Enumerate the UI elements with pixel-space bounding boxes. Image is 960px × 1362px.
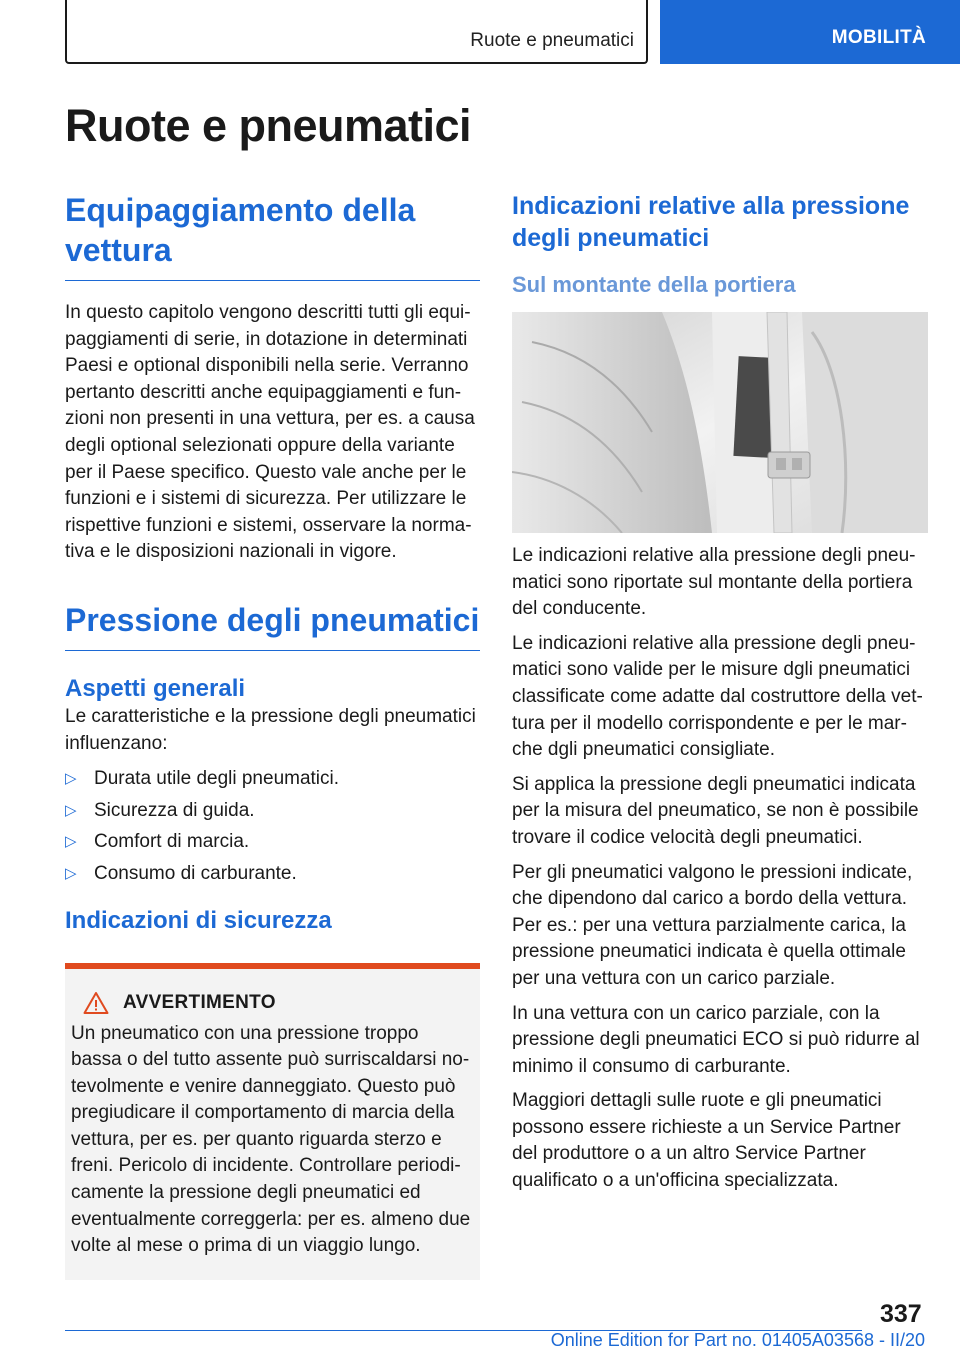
paragraph-right-4: Per gli pneumatici valgono le pressioni indicate, che dipendono dal carico a bordo della vettura. Per es.: per una vettura parzialmente carica, la pressione pneumatici indicata è quella ottimale per una vettura con un carico parziale. <box>512 861 913 989</box>
triangle-bullet-icon: ▷ <box>65 801 77 819</box>
subheading-aspetti-generali: Aspetti generali <box>65 674 246 702</box>
warning-title: AVVERTIMENTO <box>123 991 276 1013</box>
page-title: Ruote e pneumatici <box>65 100 472 151</box>
triangle-bullet-icon: ▷ <box>65 864 77 882</box>
paragraph-right-2: Le indicazioni relative alla pressione degli pneumatici sono valide per le misure dgli pneumatici classificate come adatte dal costruttore della vettura per il modello corrispondente e per le marche dgli pneumatici consigliate. <box>512 632 923 761</box>
warning-text: Un pneumatico con una pressione troppo bassa o del tutto assente può surriscaldarsi notevolmente e venire danneggiato. Questo può pregiudicare il comportamento di marcia della vettura, per es. per quanto riguarda sterzo e freni. Pericolo di incidente. Controllare periodicamente la pressione degli pneumatici ed eventualmente correggerla: per es. almeno due volte al mese o prima di un viaggio lungo. <box>71 1022 471 1257</box>
list-item: ▷ Consumo di carburante. <box>65 861 480 888</box>
page-number: 337 <box>880 1300 922 1328</box>
section-heading-indicazioni-pressione: Indicazioni relative alla pressione degli pneumatici <box>512 192 910 252</box>
paragraph-intro: Le caratteristiche e la pressione degli pneumatici influenzano: <box>65 705 476 754</box>
header-section-title: Ruote e pneumatici <box>470 30 634 51</box>
paragraph-right-1: Le indicazioni relative alla pressione degli pneumatici sono riportate sul montante della portiera del conducente. <box>512 545 916 620</box>
footer-edition-text: Online Edition for Part no. 01405A03568 - II/20 <box>550 1330 925 1350</box>
paragraph-right-3: Si applica la pressione degli pneumatici indicata per la misura del pneumatico, se non è possibile trovare il codice velocità degli pneumatici. <box>512 773 919 848</box>
bullet-list <box>65 766 480 887</box>
triangle-bullet-icon: ▷ <box>65 770 77 788</box>
left-column <box>65 190 480 1280</box>
door-pillar-photo <box>512 312 928 533</box>
paragraph-right-5: In una vettura con un carico parziale, con la pressione degli pneumatici ECO si può ridurre al minimo il consumo di carburante. <box>512 1002 920 1077</box>
section-heading-pressione: Pressione degli pneumatici <box>65 600 480 651</box>
paragraph-right-6: Maggiori dettagli sulle ruote e gli pneumatici possono essere richieste a un Service Partner del produttore o a un altro Service Partner qualificato o a un'officina specializzata. <box>512 1090 901 1192</box>
header-chapter-tab: MOBILITÀ <box>660 0 960 64</box>
triangle-bullet-icon: ▷ <box>65 833 77 851</box>
subheading-indicazioni-sicurezza: Indicazioni di sicurezza <box>65 906 332 934</box>
list-item: ▷ Sicurezza di guida. <box>65 798 480 825</box>
list-item: ▷ Durata utile degli pneumatici. <box>65 766 480 793</box>
list-item: ▷ Comfort di marcia. <box>65 829 480 856</box>
paragraph-equipaggiamento: In questo capitolo vengono descritti tutti gli equipaggiamenti di serie, in dotazione in determinati Paesi e optional disponibili nella serie. Verranno pertanto descritti anche equipaggiamenti e funzioni non presenti in una vettura, per es. a causa degli optional selezionati oppure della variante per il Paese specifico. Questo vale anche per le funzioni e i sistemi di sicurezza. Per utilizzare le rispettive funzioni e sistemi, osservare la normativa e le disposizioni nazionali in vigore. <box>65 302 475 563</box>
header-section-box <box>65 0 648 64</box>
section-heading-equipaggiamento: Equipaggiamento della vettura <box>65 190 480 281</box>
warning-icon <box>83 991 109 1015</box>
right-column <box>512 190 927 1195</box>
warning-box <box>65 963 480 1280</box>
subheading-montante-portiera: Sul montante della portiera <box>512 272 796 297</box>
